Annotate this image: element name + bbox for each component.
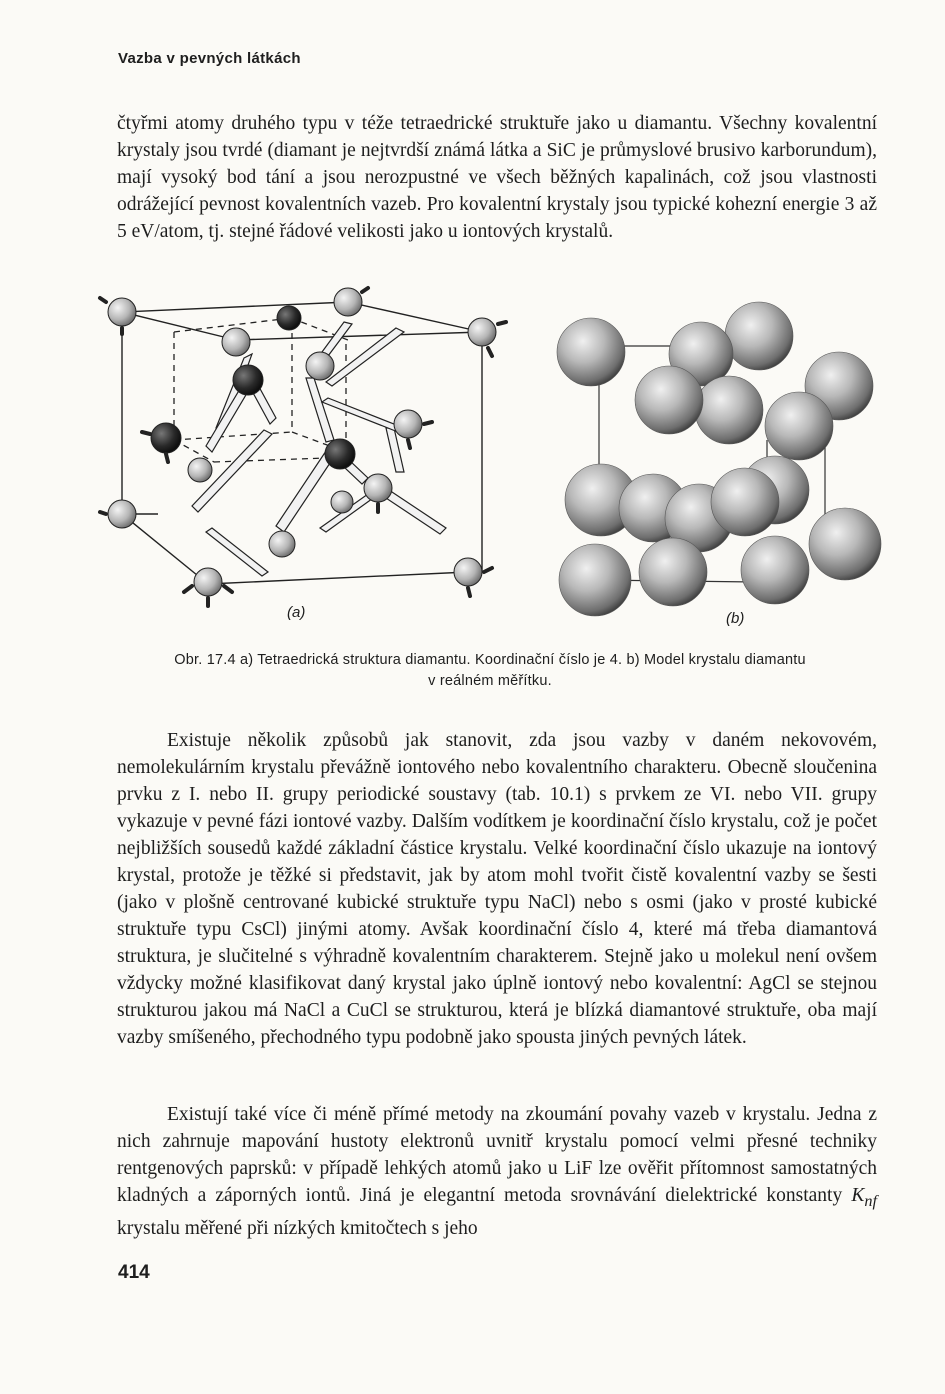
symbol-subscript: nf xyxy=(864,1191,878,1210)
figure-label-b: (b) xyxy=(726,610,745,627)
caption-line-1: Obr. 17.4 a) Tetraedrická struktura diamantu. Koordinační číslo je 4. b) Model krystalu diamantu xyxy=(174,652,806,668)
paragraph-3-end: krystalu měřené při nízkých kmitočtech s jeho xyxy=(117,1217,478,1239)
caption-line-2: v reálném měřítku. xyxy=(428,673,552,689)
body-paragraph-1: čtyřmi atomy druhého typu v téže tetraedrické struktuře jako u diamantu. Všechny kovalentní krystaly jsou tvrdé (diamant je nejtvrdší známá látka a SiC je průmyslové brusivo karborundum), mají vysoký bod tání a jsou nerozpustné ve všech běžných kapalinách, což jsou vlastnosti odrážející pevnost kovalentních vazeb. Pro kovalentní krystaly jsou typické kohezní energie 3 až 5 eV/atom, tj. stejné řádové velikosti jako u iontových krystalů. xyxy=(117,113,877,242)
figure-label-a: (a) xyxy=(287,604,306,621)
running-head: Vazba v pevných látkách xyxy=(118,50,301,67)
dielectric-symbol xyxy=(851,1185,878,1210)
diamond-space-filling-model xyxy=(555,290,885,630)
body-paragraph-2: Existuje několik způsobů jak stanovit, zda jsou vazby v daném nekovovém, nemolekulárním krystalu převážně iontového nebo kovalentního charakteru. Obecně sloučenina prvku z I. nebo II. grupy periodické soustavy (tab. 10.1) s prvkem ze VI. nebo VII. grupy vykazuje v pevné fázi iontové vazby. Dalším vodítkem je koordinační číslo krystalu, což je počet nejbližších sousedů každé základní částice krystalu. Velké koordinační číslo ukazuje na iontový krystal, protože je těžké si představit, jak by atom mohl tvořit čistě kovalentní vazby se šesti (jako v plošně centrované kubické struktuře typu NaCl) nebo s osmi (jako v prosté kubické struktuře typu CsCl) jinými atomy. Avšak koordinační číslo 4, které má třeba diamantová struktura, je slučitelné s výhradně kovalentním charakterem. Stejně jako u molekul není ovšem vždycky možné klasifikovat daný krystal jako úplně iontový nebo kovalentní: AgCl se stejnou strukturou jakou má NaCl a CuCl se strukturou, která je blízká diamantové struktuře, oba mají vazby smíšeného, přechodného typu podobně jako spousta jiných pevných látek. xyxy=(117,730,877,1048)
diamond-structure-diagram xyxy=(96,282,516,622)
figure-caption xyxy=(100,650,880,692)
paragraph-3-text: Existují také více či méně přímé metody na zkoumání povahy vazeb v krystalu. Jedna z nich zahrnuje mapování hustoty elektronů uvnitř krystalu pomocí velmi přesné techniky rentgenových paprsků: v případě lehkých atomů jako u LiF lze ověřit přítomnost samostatných kladných a záporných iontů. Jiná je elegantní metoda srovnávání dielektrické konstanty xyxy=(117,1104,877,1206)
page-number: 414 xyxy=(118,1262,150,1283)
body-paragraph-3 xyxy=(117,1101,877,1242)
symbol-k: K xyxy=(851,1185,865,1206)
